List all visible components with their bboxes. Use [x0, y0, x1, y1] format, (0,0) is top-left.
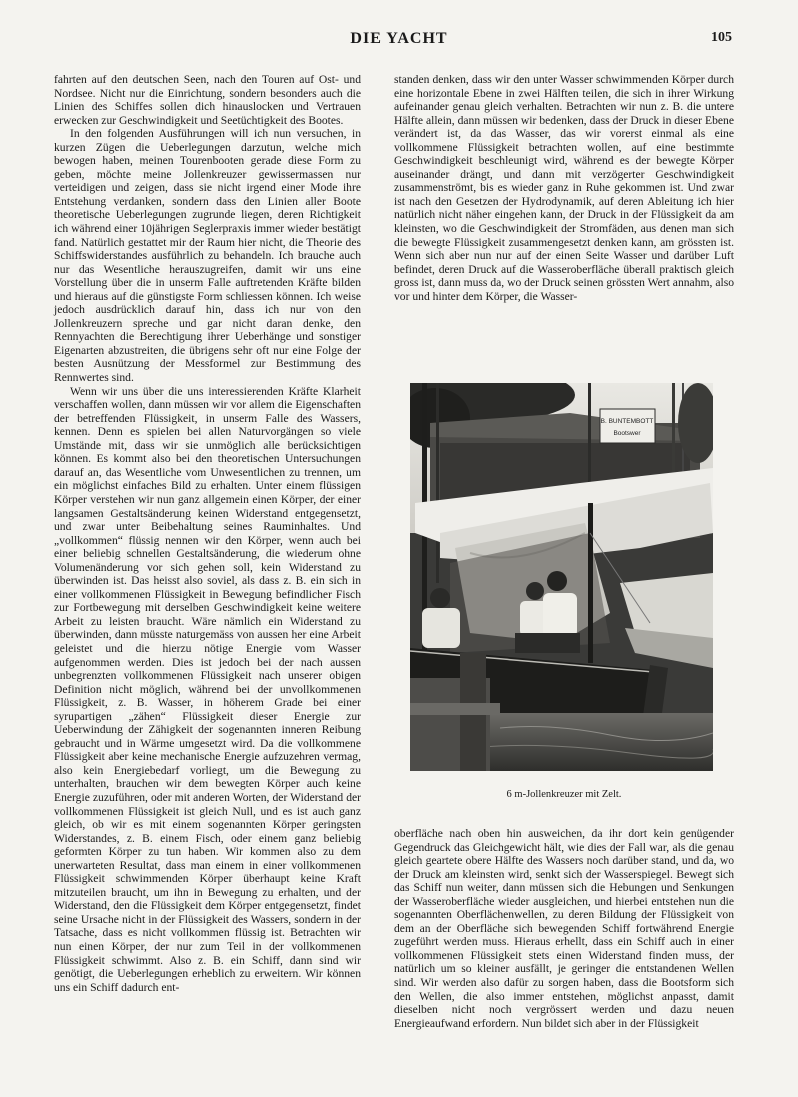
- sign-line2: Bootswer: [613, 430, 641, 437]
- sign-line1: B. BUNTEMBOTT: [600, 418, 654, 425]
- figure-caption: 6 m-Jollenkreuzer mit Zelt.: [506, 789, 622, 800]
- page-number: 105: [711, 30, 732, 45]
- paragraph: oberfläche nach oben hin ausweichen, da ihr dort kein genügender Gegendruck das Gleichgewicht hält, wie dies der Fall war, als die genau gleich geartete obere Hälfte des Wassers noch darüber stand, und da, wo der Druck am kleinsten wird, senkt sich der Wasserspiegel. Bewegt sich das Schiff nun weiter, dann müssen sich die Hebungen und Senkungen der Wasseroberfläche wieder ausgleichen, und hierbei entstehen nun die sogenannten Oberflächenwellen, zu deren Bildung der Flüssigkeit von dem an der Oberfläche sich bewegenden Schiff fortwährend Energie zugeführt werden muss. Hieraus erhellt, dass ein Schiff auch in einer vollkommenen Flüssigkeit stets einen Widerstand finden muss, der natürlich um so kleiner ausfällt, je geringer die entstandenen Wellen sind. Wir werden also dafür zu sorgen haben, dass die Bootsform sich den Wellen, die also immer entstehen, möglichst anpasst, damit dieselben nicht noch vergrössert werden und dazu neuen Energieaufwand erfordern. Nun bildet sich aber in der Flüssigkeit: [394, 827, 734, 1030]
- boat-photo: [410, 383, 713, 771]
- left-column: [54, 73, 361, 994]
- paragraph: In den folgenden Ausführungen will ich nun versuchen, in kurzen Zügen die Ueberlegungen darzutun, welche mich bewogen haben, meinen Tourenbooten gerade diese Form zu geben, möchte meine Jollenkreuzer gewissermassen nur verteidigen und zeigen, dass sie nicht irgend einer Mode ihre Entstehung verdanken, sondern dass den Linien aller Boote theoretische Ueberlegungen zugrunde liegen, deren Richtigkeit ich während einer 10jährigen Seglerpraxis immer wieder bestätigt fand. Natürlich gestattet mir der Raum hier nicht, die Theorie des Schiffswiderstandes ausführlich zu behandeln. Ich brauche auch nur das Wesentliche herauszugreifen, damit wir uns eine Vorstellung über die in unserm Falle auftretenden Kräfte bilden und hieraus auf die günstigste Form schliessen können. Ich weise jedoch ausdrücklich darauf hin, dass ich nur von den Jollenkreuzern spreche und gar nicht daran denke, den Rennyachten die Berechtigung ihrer Ueberhänge und sonstiger Eigenarten abzustreiten, die übrigens sehr oft nur eine Folge der besten Ausnützung der Messformel zur Bestimmung des Rennwertes sind.: [54, 127, 361, 385]
- boathouse-sign: [600, 409, 655, 443]
- paragraph: standen denken, dass wir den unter Wasser schwimmenden Körper durch eine horizontale Ebene in zwei Hälften teilen, die sich in ihrer Wirkung aufeinander genau gleich verhalten. Betrachten wir nun z. B. die untere Hälfte allein, dann müssen wir bedenken, dass der Druck in dieser Ebene verändert ist, da das Wasser, das wir vorerst einmal als eine vollkommene Flüssigkeit betrachten wollen, auf eine bestimmte Geschwindigkeit beschleunigt wird, während es der bewegte Körper auseinander drängt, und dann mit verzögerter Geschwindigkeit zusammenströmt, bis es wieder ganz in Ruhe gekommen ist. Und zwar ist nach den Gesetzen der Hydrodynamik, auf deren Ableitung ich hier natürlich nicht näher eingehen kann, der Druck in der Flüssigkeit da am kleinsten, wo die Geschwindigkeit der Stromfäden, aus denen man sich die bewegte Flüssigkeit zusammengesetzt denken kann, am grössten ist. Wenn sich aber nun nur auf der einen Seite Wasser und darüber Luft befindet, deren Druck auf die Wasseroberfläche überall praktisch gleich gross ist, dann muss da, wo der Druck seinen grössten Wert annahm, also vor und hinter dem Körper, die Wasser-: [394, 73, 734, 303]
- right-column-top: [394, 73, 734, 303]
- paragraph: fahrten auf den deutschen Seen, nach den Touren auf Ost- und Nordsee. Nicht nur die Einrichtung, sondern besonders auch die Linien des Schiffes sollen dich hinauslocken und Vertrauen erwecken zur Geschwindigkeit und Seetüchtigkeit des Bootes.: [54, 73, 361, 127]
- paragraph: Wenn wir uns über die uns interessierenden Kräfte Klarheit verschaffen wollen, dann müssen wir vor allem die Eigenschaften der betreffenden Flüssigkeit, in unserm Falle des Wassers, kennen. Denn es spielen bei allen Naturvorgängen so viele Umstände mit, dass wir sie unmöglich alle berücksichtigen können. Es kommt also bei den theoretischen Untersuchungen darauf an, das Wesentliche vom Unwesentlichen zu trennen, um ein möglichst einfaches Bild zu erhalten. Unter einem flüssigen Körper verstehen wir nun ganz allgemein einen Körper, der einer langsamen Gestaltsänderung keinen Widerstand entgegensetzt, und zwar unter Beibehaltung seines Rauminhaltes. Und „vollkommen“ flüssig nennen wir den Körper, wenn auch bei einer beliebig schnellen Gestaltsänderung, die wiederum ohne Volumenänderung vor sich gehen soll, kein Widerstand zu überwinden ist. Das heisst also soviel, als dass z. B. ein sich in einer vollkommenen Flüssigkeit in Bewegung befindlicher Fisch zur Fortbewegung mit derselben Geschwindigkeit keine weitere Arbeit zu leisten braucht. Wäre nämlich ein Widerstand zu überwinden, dann müsste naturgemäss von aussen her eine Arbeit geleistet und die hierzu nötige Energie vom Wasser aufgenommen werden. Dies ist jedoch bei der nach aussen unbegrenzten vollkommenen Flüssigkeit nach unserer obigen Definition nicht möglich, während bei der unvollkommenen Flüssigkeit, z. B. Wasser, in höherem Grade bei einer syrupartigen „zähen“ Flüssigkeit dieser Energie zur Ueberwindung der Zähigkeit der sogenannten inneren Reibung gebraucht und in Wärme umgesetzt wird. Da die vollkommene Flüssigkeit aber keine mechanische Energie aufzuzehren vermag, also kein Energiebedarf vorliegt, um die Bewegung zu unterhalten, brauchen wir dem bewegten Körper auch keine Energie zuzuführen, oder mit anderen Worten, der Widerstand der vollkommenen Flüssigkeit ist gleich Null, und es ist auch ganz gleich, ob wir es mit einem sogenannten Körper geringsten Widerstandes, z. B. einem Fisch, oder einem ganz beliebig geformten Körper zu tun haben. Wir kommen also zu dem unerwarteten Resultat, dass man einem in einer vollkommenen Flüssigkeit schwimmenden Körper überhaupt keine Kraft mitzuteilen braucht, um ihn in Bewegung zu erhalten, und der Widerstand, den die Flüssigkeit dem Körper entgegensetzt, findet seine Ursache nicht in der Flüssigkeit des Wassers, sondern in der Tatsache, dass es nicht vollkommen flüssig ist. Betrachten wir nun einen Körper, der nur zum Teil in der vollkommenen Flüssigkeit schwimmt. Also z. B. ein Schiff, dann sind wir genötigt, die Ueberlegungen erheblich zu erweitern. Wir können uns ein Schiff dadurch ent-: [54, 384, 361, 994]
- right-column-bottom: [394, 827, 734, 1030]
- running-title: DIE YACHT: [350, 30, 448, 47]
- running-head: [0, 30, 798, 52]
